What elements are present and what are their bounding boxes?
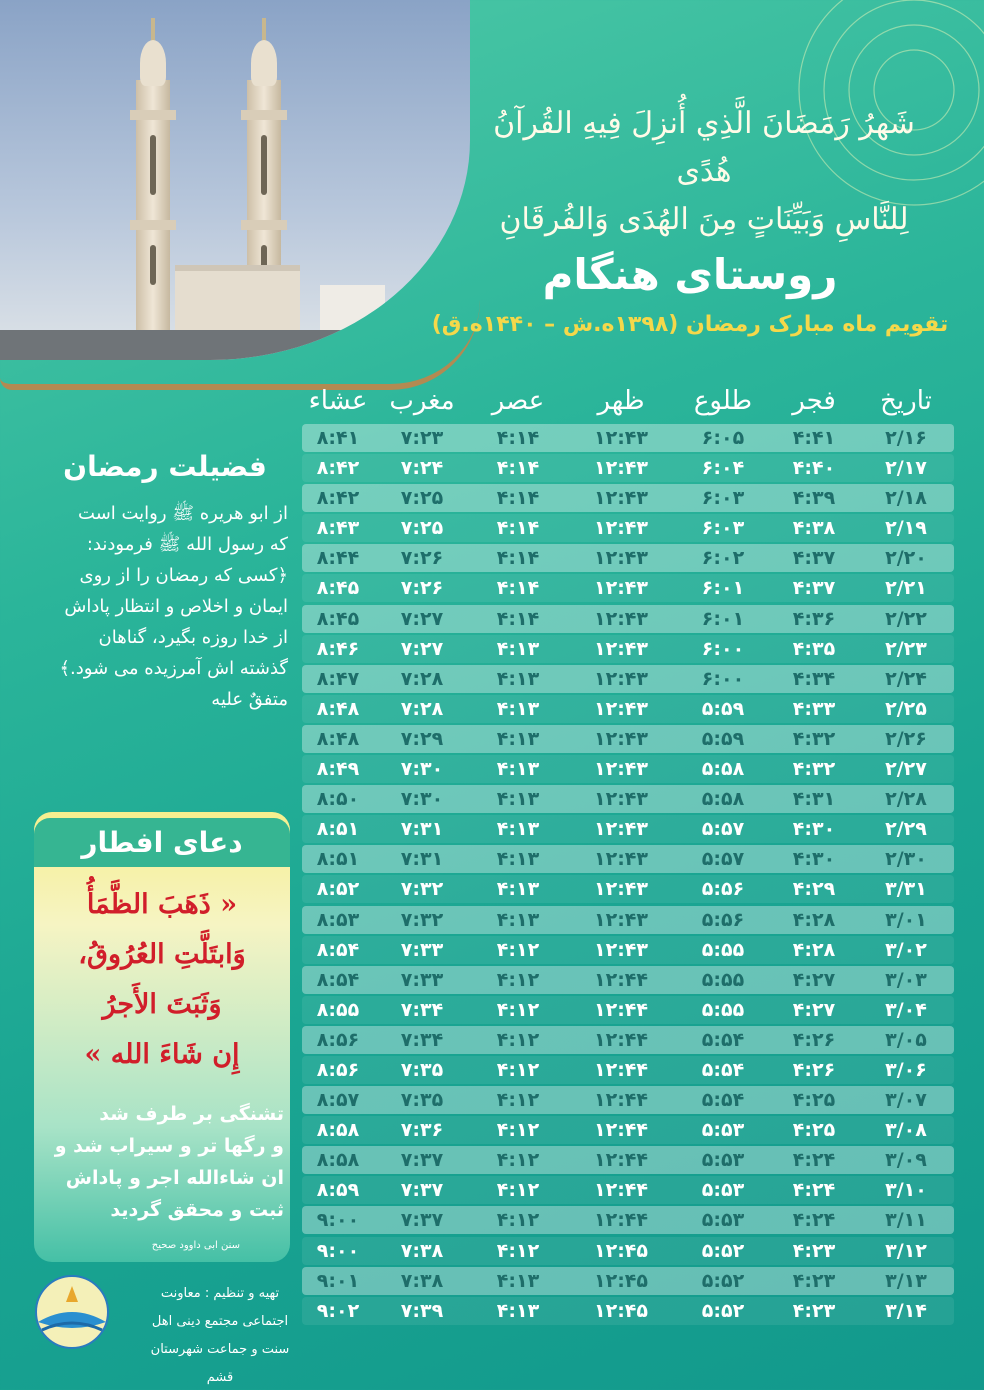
cell-fajr: ۴:۳۴ bbox=[792, 667, 836, 690]
dua-translation-line: ان شاءالله اجر و پاداش bbox=[65, 1167, 284, 1189]
cell-date: ۲/۱۸ bbox=[885, 487, 927, 510]
cell-date: ۲/۲۷ bbox=[885, 758, 927, 781]
cell-maghrib: ۷:۳۸ bbox=[400, 1269, 444, 1292]
header-sunrise: طلوع bbox=[693, 386, 753, 416]
cell-asr: ۴:۱۳ bbox=[496, 788, 540, 811]
cell-isha: ۸:۵۴ bbox=[316, 968, 360, 991]
cell-dhuhr: ۱۲:۴۳ bbox=[594, 727, 648, 750]
dua-title: دعای افطار bbox=[34, 818, 290, 867]
cell-isha: ۹:۰۰ bbox=[316, 1239, 360, 1262]
cell-asr: ۴:۱۴ bbox=[496, 487, 540, 510]
calendar-subtitle: تقویم ماه مبارک رمضان (۱۳۹۸ه.ش – ۱۴۴۰ه.ق) bbox=[431, 312, 949, 337]
cell-date: ۲/۲۳ bbox=[885, 637, 927, 660]
table-row bbox=[302, 695, 954, 723]
virtue-line: متفقٌ علیه bbox=[211, 689, 288, 710]
table-row bbox=[302, 1146, 954, 1174]
organization-logo-icon bbox=[22, 1272, 122, 1352]
cell-date: ۳/۳۱ bbox=[885, 878, 927, 901]
dua-arabic-line: إِن شَاءَ الله » bbox=[84, 1039, 240, 1070]
table-row bbox=[302, 665, 954, 693]
dua-arabic-line: وَابتَلَّتِ العُرُوقُ، bbox=[78, 939, 246, 970]
cell-sunrise: ۵:۵۴ bbox=[701, 1028, 745, 1051]
virtue-text bbox=[36, 498, 288, 715]
table-row bbox=[302, 966, 954, 994]
cell-sunrise: ۶:۰۵ bbox=[701, 427, 745, 449]
cell-dhuhr: ۱۲:۴۳ bbox=[594, 758, 648, 781]
cell-sunrise: ۵:۵۷ bbox=[701, 848, 745, 871]
cell-fajr: ۴:۲۵ bbox=[792, 1119, 836, 1142]
cell-date: ۳/۱۱ bbox=[885, 1209, 927, 1232]
cell-dhuhr: ۱۲:۴۴ bbox=[594, 1209, 648, 1232]
cell-fajr: ۴:۳۷ bbox=[792, 577, 836, 600]
cell-dhuhr: ۱۲:۴۳ bbox=[594, 487, 648, 510]
cell-isha: ۸:۵۹ bbox=[316, 1179, 360, 1202]
cell-fajr: ۴:۴۱ bbox=[792, 427, 836, 449]
cell-fajr: ۴:۳۲ bbox=[792, 727, 836, 750]
cell-sunrise: ۶:۰۰ bbox=[701, 637, 745, 660]
cell-asr: ۴:۱۲ bbox=[496, 998, 540, 1021]
cell-maghrib: ۷:۳۶ bbox=[400, 1119, 444, 1142]
cell-date: ۳/۰۲ bbox=[885, 938, 927, 961]
cell-isha: ۸:۵۵ bbox=[316, 998, 360, 1021]
cell-maghrib: ۷:۲۴ bbox=[400, 457, 444, 480]
cell-maghrib: ۷:۳۲ bbox=[400, 908, 444, 931]
header-isha: عشاء bbox=[308, 386, 368, 416]
table-row bbox=[302, 544, 954, 572]
cell-maghrib: ۷:۲۶ bbox=[400, 547, 444, 570]
cell-asr: ۴:۱۴ bbox=[496, 457, 540, 480]
cell-fajr: ۴:۲۵ bbox=[792, 1089, 836, 1112]
dua-translation-line: ثبت و محقق گردید bbox=[110, 1199, 284, 1221]
cell-date: ۳/۰۵ bbox=[885, 1028, 927, 1051]
virtue-line: ﴿کسی که رمضان را از روی bbox=[79, 565, 288, 586]
cell-asr: ۴:۱۳ bbox=[496, 908, 540, 931]
cell-dhuhr: ۱۲:۴۴ bbox=[594, 968, 648, 991]
cell-maghrib: ۷:۲۹ bbox=[400, 727, 444, 750]
dua-arabic bbox=[40, 880, 284, 1080]
cell-asr: ۴:۱۲ bbox=[496, 1089, 540, 1112]
cell-dhuhr: ۱۲:۴۴ bbox=[594, 1119, 648, 1142]
cell-sunrise: ۵:۵۲ bbox=[701, 1299, 745, 1322]
cell-isha: ۸:۵۶ bbox=[316, 1028, 360, 1051]
cell-isha: ۸:۴۶ bbox=[316, 637, 360, 660]
cell-maghrib: ۷:۲۷ bbox=[400, 607, 444, 630]
cell-asr: ۴:۱۴ bbox=[496, 517, 540, 540]
cell-fajr: ۴:۳۸ bbox=[792, 517, 836, 540]
cell-sunrise: ۶:۰۴ bbox=[701, 457, 745, 480]
cell-maghrib: ۷:۳۷ bbox=[400, 1209, 444, 1232]
cell-maghrib: ۷:۳۲ bbox=[400, 878, 444, 901]
cell-sunrise: ۶:۰۱ bbox=[701, 577, 745, 600]
cell-maghrib: ۷:۲۸ bbox=[400, 667, 444, 690]
cell-fajr: ۴:۳۵ bbox=[792, 637, 836, 660]
cell-isha: ۸:۴۸ bbox=[316, 697, 360, 720]
verse-line-1: شَهرُ رَمَضَانَ الَّذِي أُنزِلَ فِيهِ القُرآنُ هُدًى bbox=[493, 106, 915, 189]
cell-isha: ۸:۴۹ bbox=[316, 758, 360, 781]
cell-fajr: ۴:۲۴ bbox=[792, 1149, 836, 1172]
cell-asr: ۴:۱۲ bbox=[496, 938, 540, 961]
village-title: روستای هنگام bbox=[542, 250, 838, 299]
cell-dhuhr: ۱۲:۴۴ bbox=[594, 998, 648, 1021]
cell-maghrib: ۷:۲۷ bbox=[400, 637, 444, 660]
cell-date: ۲/۲۲ bbox=[885, 607, 927, 630]
cell-fajr: ۴:۲۷ bbox=[792, 998, 836, 1021]
cell-isha: ۸:۴۸ bbox=[316, 727, 360, 750]
cell-sunrise: ۵:۵۳ bbox=[701, 1209, 745, 1232]
table-header bbox=[302, 378, 954, 424]
cell-sunrise: ۵:۵۶ bbox=[701, 878, 745, 901]
cell-sunrise: ۵:۵۳ bbox=[701, 1179, 745, 1202]
cell-sunrise: ۵:۵۵ bbox=[701, 968, 745, 991]
header-date: تاریخ bbox=[880, 386, 932, 416]
table-row bbox=[302, 875, 954, 903]
cell-isha: ۹:۰۰ bbox=[316, 1209, 360, 1232]
cell-asr: ۴:۱۴ bbox=[496, 577, 540, 600]
cell-date: ۳/۰۱ bbox=[885, 908, 927, 931]
virtue-line: ایمان و اخلاص و انتظار پاداش bbox=[64, 596, 288, 617]
cell-asr: ۴:۱۴ bbox=[496, 607, 540, 630]
table-row bbox=[302, 845, 954, 873]
cell-date: ۲/۲۶ bbox=[885, 727, 927, 750]
cell-date: ۳/۰۹ bbox=[885, 1149, 927, 1172]
minaret-left bbox=[136, 80, 170, 330]
table-row bbox=[302, 1086, 954, 1114]
cell-dhuhr: ۱۲:۴۳ bbox=[594, 908, 648, 931]
cell-maghrib: ۷:۳۸ bbox=[400, 1239, 444, 1262]
cell-asr: ۴:۱۳ bbox=[496, 1269, 540, 1292]
cell-asr: ۴:۱۳ bbox=[496, 758, 540, 781]
cell-maghrib: ۷:۳۹ bbox=[400, 1299, 444, 1322]
cell-date: ۳/۰۸ bbox=[885, 1119, 927, 1142]
cell-sunrise: ۶:۰۱ bbox=[701, 607, 745, 630]
table-row bbox=[302, 785, 954, 813]
cell-maghrib: ۷:۳۴ bbox=[400, 1028, 444, 1051]
cell-dhuhr: ۱۲:۴۵ bbox=[594, 1239, 648, 1262]
cell-sunrise: ۶:۰۳ bbox=[701, 517, 745, 540]
dua-arabic-line: وَثَبَتَ الأَجرُ bbox=[102, 989, 222, 1020]
cell-asr: ۴:۱۲ bbox=[496, 1058, 540, 1081]
cell-fajr: ۴:۲۷ bbox=[792, 968, 836, 991]
table-body bbox=[302, 424, 954, 1325]
cell-isha: ۸:۵۸ bbox=[316, 1119, 360, 1142]
cell-asr: ۴:۱۲ bbox=[496, 1028, 540, 1051]
table-row bbox=[302, 1116, 954, 1144]
cell-sunrise: ۵:۵۸ bbox=[701, 758, 745, 781]
cell-date: ۳/۰۶ bbox=[885, 1058, 927, 1081]
table-row bbox=[302, 1026, 954, 1054]
cell-isha: ۸:۵۶ bbox=[316, 1058, 360, 1081]
cell-isha: ۸:۵۱ bbox=[316, 818, 360, 841]
cell-fajr: ۴:۲۳ bbox=[792, 1299, 836, 1322]
cell-fajr: ۴:۲۳ bbox=[792, 1269, 836, 1292]
cell-asr: ۴:۱۳ bbox=[496, 667, 540, 690]
cell-fajr: ۴:۲۶ bbox=[792, 1028, 836, 1051]
table-row bbox=[302, 574, 954, 602]
cell-maghrib: ۷:۲۸ bbox=[400, 697, 444, 720]
table-row bbox=[302, 1267, 954, 1295]
cell-isha: ۸:۵۲ bbox=[316, 878, 360, 901]
cell-dhuhr: ۱۲:۴۳ bbox=[594, 577, 648, 600]
cell-sunrise: ۶:۰۲ bbox=[701, 547, 745, 570]
cell-asr: ۴:۱۲ bbox=[496, 1179, 540, 1202]
cell-isha: ۸:۴۷ bbox=[316, 667, 360, 690]
cell-maghrib: ۷:۳۳ bbox=[400, 968, 444, 991]
cell-dhuhr: ۱۲:۴۳ bbox=[594, 938, 648, 961]
cell-dhuhr: ۱۲:۴۵ bbox=[594, 1269, 648, 1292]
cell-isha: ۸:۵۱ bbox=[316, 848, 360, 871]
cell-date: ۳/۰۳ bbox=[885, 968, 927, 991]
table-row bbox=[302, 1206, 954, 1234]
cell-dhuhr: ۱۲:۴۳ bbox=[594, 667, 648, 690]
cell-maghrib: ۷:۲۶ bbox=[400, 577, 444, 600]
table-row bbox=[302, 725, 954, 753]
cell-isha: ۸:۵۰ bbox=[316, 788, 360, 811]
cell-maghrib: ۷:۳۷ bbox=[400, 1149, 444, 1172]
cell-fajr: ۴:۲۸ bbox=[792, 938, 836, 961]
cell-fajr: ۴:۳۶ bbox=[792, 607, 836, 630]
cell-isha: ۸:۴۲ bbox=[316, 487, 360, 510]
cell-date: ۲/۲۸ bbox=[885, 788, 927, 811]
cell-maghrib: ۷:۲۵ bbox=[400, 487, 444, 510]
table-row bbox=[302, 484, 954, 512]
cell-isha: ۸:۵۷ bbox=[316, 1089, 360, 1112]
table-row bbox=[302, 1056, 954, 1084]
cell-asr: ۴:۱۴ bbox=[496, 547, 540, 570]
cell-asr: ۴:۱۳ bbox=[496, 878, 540, 901]
cell-fajr: ۴:۲۴ bbox=[792, 1179, 836, 1202]
cell-date: ۲/۲۱ bbox=[885, 577, 927, 600]
table-row bbox=[302, 996, 954, 1024]
table-row bbox=[302, 454, 954, 482]
cell-isha: ۸:۴۵ bbox=[316, 577, 360, 600]
credits-line: سنت و جماعت شهرستان قشم bbox=[150, 1342, 290, 1385]
cell-asr: ۴:۱۲ bbox=[496, 1149, 540, 1172]
gold-swirl bbox=[0, 300, 480, 390]
cell-isha: ۸:۴۴ bbox=[316, 547, 360, 570]
cell-maghrib: ۷:۲۵ bbox=[400, 517, 444, 540]
cell-sunrise: ۵:۵۶ bbox=[701, 908, 745, 931]
cell-fajr: ۴:۴۰ bbox=[792, 457, 836, 480]
cell-fajr: ۴:۳۳ bbox=[792, 697, 836, 720]
cell-date: ۲/۳۰ bbox=[885, 848, 927, 871]
cell-sunrise: ۵:۵۹ bbox=[701, 727, 745, 750]
table-row bbox=[302, 755, 954, 783]
cell-sunrise: ۵:۵۳ bbox=[701, 1119, 745, 1142]
prayer-timetable bbox=[302, 378, 954, 1327]
cell-sunrise: ۵:۵۵ bbox=[701, 938, 745, 961]
cell-sunrise: ۵:۵۵ bbox=[701, 998, 745, 1021]
cell-dhuhr: ۱۲:۴۳ bbox=[594, 848, 648, 871]
cell-sunrise: ۵:۵۷ bbox=[701, 818, 745, 841]
cell-asr: ۴:۱۳ bbox=[496, 697, 540, 720]
cell-maghrib: ۷:۳۴ bbox=[400, 998, 444, 1021]
cell-dhuhr: ۱۲:۴۴ bbox=[594, 1028, 648, 1051]
table-row bbox=[302, 936, 954, 964]
table-row bbox=[302, 424, 954, 452]
dua-source: سنن ابی داوود صحیح bbox=[151, 1240, 240, 1251]
cell-sunrise: ۶:۰۰ bbox=[701, 667, 745, 690]
cell-asr: ۴:۱۴ bbox=[496, 427, 540, 449]
cell-dhuhr: ۱۲:۴۵ bbox=[594, 1299, 648, 1322]
credits bbox=[140, 1280, 300, 1390]
header-fajr: فجر bbox=[792, 386, 836, 416]
cell-sunrise: ۵:۵۳ bbox=[701, 1149, 745, 1172]
cell-dhuhr: ۱۲:۴۴ bbox=[594, 1058, 648, 1081]
cell-asr: ۴:۱۳ bbox=[496, 637, 540, 660]
table-row bbox=[302, 635, 954, 663]
cell-date: ۲/۲۴ bbox=[885, 667, 927, 690]
header-maghrib: مغرب bbox=[389, 386, 455, 416]
cell-dhuhr: ۱۲:۴۴ bbox=[594, 1179, 648, 1202]
cell-maghrib: ۷:۳۵ bbox=[400, 1058, 444, 1081]
dua-translation bbox=[40, 1098, 284, 1226]
header-dhuhr: ظهر bbox=[597, 386, 645, 416]
cell-fajr: ۴:۳۰ bbox=[792, 848, 836, 871]
cell-fajr: ۴:۳۹ bbox=[792, 487, 836, 510]
table-row bbox=[302, 815, 954, 843]
cell-maghrib: ۷:۳۷ bbox=[400, 1179, 444, 1202]
table-row bbox=[302, 514, 954, 542]
cell-date: ۲/۱۶ bbox=[885, 427, 927, 449]
cell-date: ۳/۱۴ bbox=[885, 1299, 927, 1322]
cell-fajr: ۴:۳۷ bbox=[792, 547, 836, 570]
cell-date: ۳/۱۲ bbox=[885, 1239, 927, 1262]
cell-isha: ۹:۰۲ bbox=[316, 1299, 360, 1322]
cell-date: ۳/۰۴ bbox=[885, 998, 927, 1021]
quran-verse bbox=[464, 100, 944, 244]
cell-fajr: ۴:۳۰ bbox=[792, 818, 836, 841]
dua-translation-line: و رگها تر و سیراب شد و bbox=[54, 1135, 284, 1157]
cell-fajr: ۴:۲۳ bbox=[792, 1239, 836, 1262]
cell-maghrib: ۷:۲۳ bbox=[400, 427, 444, 449]
cell-dhuhr: ۱۲:۴۳ bbox=[594, 547, 648, 570]
cell-isha: ۸:۵۳ bbox=[316, 908, 360, 931]
virtue-title: فضیلت رمضان bbox=[63, 450, 267, 483]
cell-date: ۳/۰۷ bbox=[885, 1089, 927, 1112]
cell-sunrise: ۶:۰۳ bbox=[701, 487, 745, 510]
cell-maghrib: ۷:۳۵ bbox=[400, 1089, 444, 1112]
virtue-line: از ابو هریره ﷺ روایت است bbox=[78, 503, 288, 524]
virtue-line: گذشته اش آمرزیده می شود.﴾ bbox=[59, 658, 288, 679]
cell-date: ۲/۱۷ bbox=[885, 457, 927, 480]
cell-date: ۲/۲۹ bbox=[885, 818, 927, 841]
dua-translation-line: تشنگی بر طرف شد bbox=[99, 1103, 284, 1125]
cell-dhuhr: ۱۲:۴۳ bbox=[594, 427, 648, 449]
cell-date: ۲/۲۵ bbox=[885, 697, 927, 720]
cell-sunrise: ۵:۵۸ bbox=[701, 788, 745, 811]
cell-fajr: ۴:۲۸ bbox=[792, 908, 836, 931]
cell-asr: ۴:۱۳ bbox=[496, 1299, 540, 1322]
cell-maghrib: ۷:۳۱ bbox=[400, 818, 444, 841]
cell-isha: ۸:۴۵ bbox=[316, 607, 360, 630]
cell-fajr: ۴:۳۲ bbox=[792, 758, 836, 781]
cell-fajr: ۴:۲۴ bbox=[792, 1209, 836, 1232]
cell-sunrise: ۵:۵۲ bbox=[701, 1269, 745, 1292]
table-row bbox=[302, 906, 954, 934]
cell-sunrise: ۵:۵۴ bbox=[701, 1058, 745, 1081]
cell-dhuhr: ۱۲:۴۳ bbox=[594, 517, 648, 540]
table-row bbox=[302, 605, 954, 633]
cell-maghrib: ۷:۳۳ bbox=[400, 938, 444, 961]
cell-dhuhr: ۱۲:۴۳ bbox=[594, 457, 648, 480]
verse-line-2: لِلنَّاسِ وَبَيِّنَاتٍ مِنَ الهُدَى وَالفُرقَانِ bbox=[499, 202, 909, 237]
virtue-line: که رسول الله ﷺ فرمودند: bbox=[86, 534, 288, 555]
cell-isha: ۸:۵۴ bbox=[316, 938, 360, 961]
table-row bbox=[302, 1237, 954, 1265]
cell-sunrise: ۵:۵۴ bbox=[701, 1089, 745, 1112]
cell-dhuhr: ۱۲:۴۳ bbox=[594, 637, 648, 660]
header-asr: عصر bbox=[491, 386, 545, 416]
cell-maghrib: ۷:۳۱ bbox=[400, 848, 444, 871]
cell-dhuhr: ۱۲:۴۳ bbox=[594, 878, 648, 901]
cell-asr: ۴:۱۲ bbox=[496, 1239, 540, 1262]
cell-maghrib: ۷:۳۰ bbox=[400, 788, 444, 811]
cell-asr: ۴:۱۲ bbox=[496, 1119, 540, 1142]
cell-dhuhr: ۱۲:۴۳ bbox=[594, 607, 648, 630]
virtue-line: از خدا روزه بگیرد، گناهان bbox=[98, 627, 288, 648]
cell-isha: ۹:۰۱ bbox=[316, 1269, 360, 1292]
dua-arabic-line: « ذَهَبَ الظَّمَأُ bbox=[86, 889, 238, 920]
cell-dhuhr: ۱۲:۴۴ bbox=[594, 1089, 648, 1112]
credits-line: تهیه و تنظیم : معاونت bbox=[160, 1286, 280, 1301]
credits-line: اجتماعی مجتمع دینی اهل bbox=[151, 1314, 289, 1329]
cell-isha: ۸:۵۸ bbox=[316, 1149, 360, 1172]
cell-dhuhr: ۱۲:۴۳ bbox=[594, 788, 648, 811]
cell-date: ۳/۱۰ bbox=[885, 1179, 927, 1202]
cell-sunrise: ۵:۵۹ bbox=[701, 697, 745, 720]
cell-isha: ۸:۴۱ bbox=[316, 427, 360, 449]
cell-asr: ۴:۱۲ bbox=[496, 1209, 540, 1232]
cell-isha: ۸:۴۳ bbox=[316, 517, 360, 540]
cell-dhuhr: ۱۲:۴۳ bbox=[594, 818, 648, 841]
cell-fajr: ۴:۲۶ bbox=[792, 1058, 836, 1081]
table-row bbox=[302, 1297, 954, 1325]
cell-isha: ۸:۴۲ bbox=[316, 457, 360, 480]
table-row bbox=[302, 1176, 954, 1204]
cell-maghrib: ۷:۳۰ bbox=[400, 758, 444, 781]
cell-asr: ۴:۱۳ bbox=[496, 848, 540, 871]
cell-dhuhr: ۱۲:۴۴ bbox=[594, 1149, 648, 1172]
cell-fajr: ۴:۳۱ bbox=[792, 788, 836, 811]
cell-asr: ۴:۱۲ bbox=[496, 968, 540, 991]
cell-asr: ۴:۱۳ bbox=[496, 818, 540, 841]
cell-asr: ۴:۱۳ bbox=[496, 727, 540, 750]
cell-date: ۳/۱۳ bbox=[885, 1269, 927, 1292]
cell-fajr: ۴:۲۹ bbox=[792, 878, 836, 901]
cell-dhuhr: ۱۲:۴۳ bbox=[594, 697, 648, 720]
cell-sunrise: ۵:۵۲ bbox=[701, 1239, 745, 1262]
cell-date: ۲/۱۹ bbox=[885, 517, 927, 540]
cell-date: ۲/۲۰ bbox=[885, 547, 927, 570]
